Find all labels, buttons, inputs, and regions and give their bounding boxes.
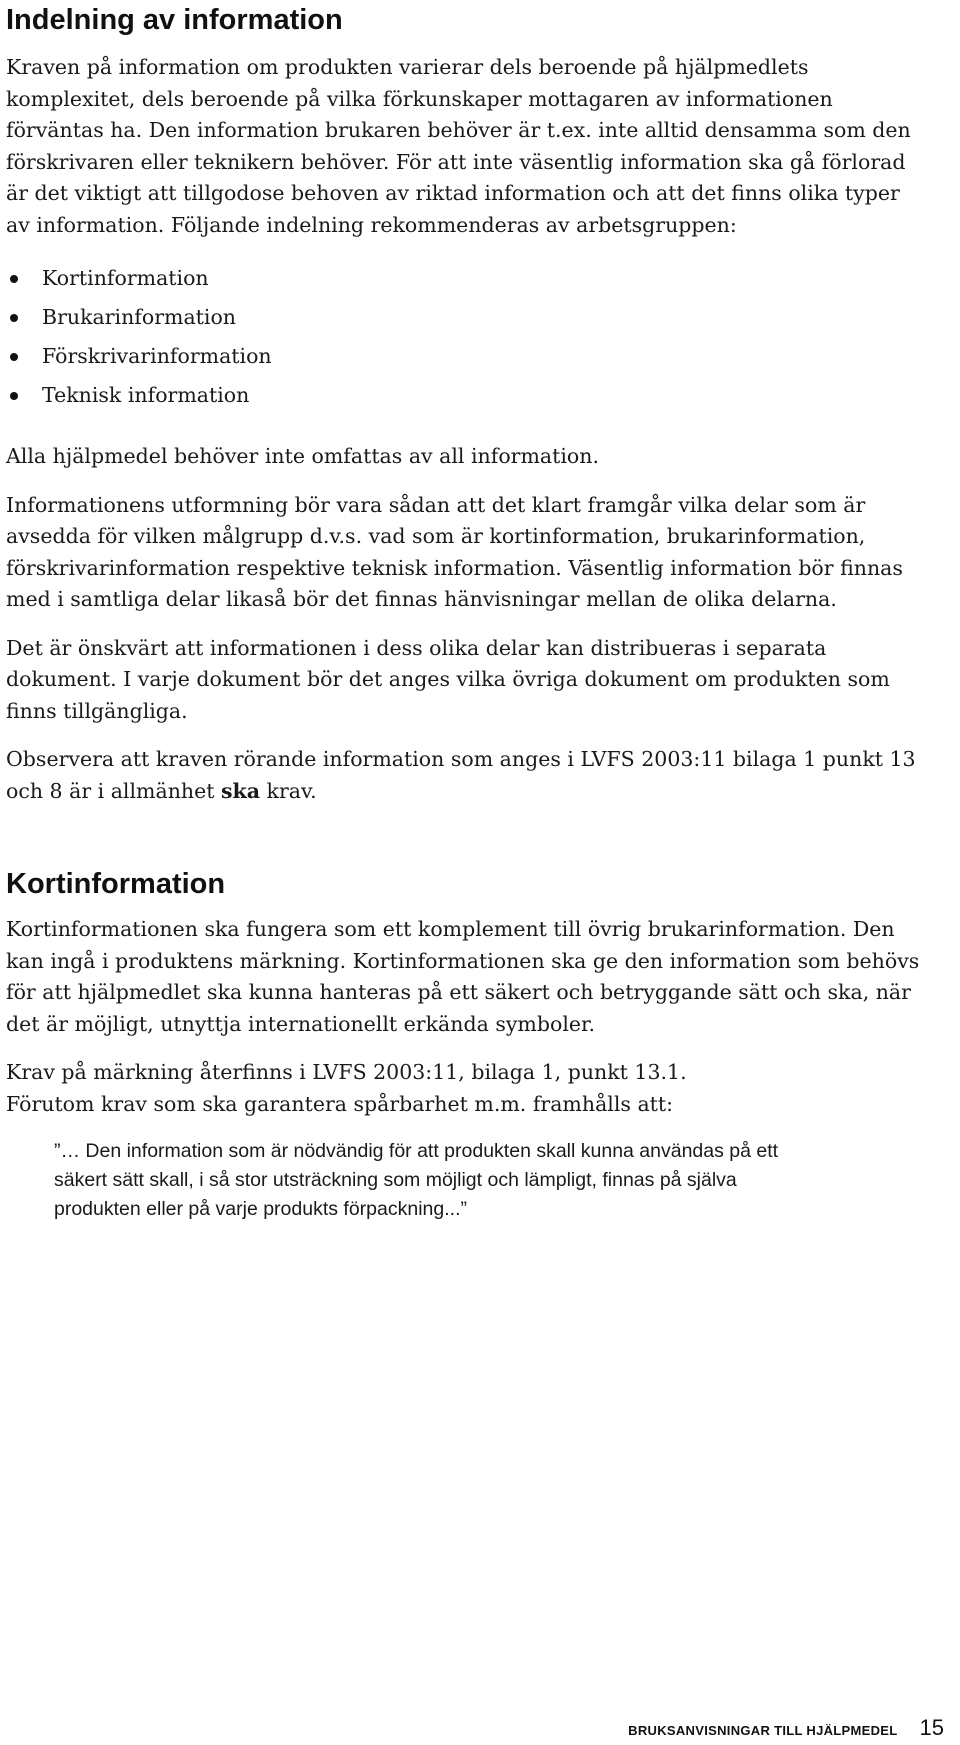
list-item-label: Förskrivarinformation [42, 344, 272, 368]
paragraph-kortinformation: Kortinformationen ska fungera som ett komplement till övrig brukarinformation. Den kan ingå i produktens märkning. Kortinformationen ska ge den information som behövs för att hjälpmedlet ska kunna hanteras på ett säkert och betryggande sätt och ska, när det är möjligt, utnyttja internationellt erkända symboler. [6, 917, 920, 1036]
intro-paragraph: Kraven på information om produkten varierar dels beroende på hjälpmedlets komplexitet, dels beroende på vilka förkunskaper mottagaren av informationen förväntas ha. Den information brukaren behöver är t.ex. inte alltid densamma som den förskrivaren eller teknikern behöver. För att inte väsentlig information ska gå förlorad är det viktigt att tillgodose behoven av riktad information och att det finns olika typer av information. Följande indelning rekommenderas av arbetsgruppen: [6, 55, 911, 237]
requirements-text-before: Observera att kraven rörande information som anges i LVFS 2003:11 bilaga 1 punkt 13 och 8 är i allmänhet [6, 747, 916, 803]
list-item-label: Kortinformation [42, 266, 209, 290]
footer-title: BRUKSANVISNINGAR TILL HJÄLPMEDEL [628, 1723, 898, 1738]
list-item [6, 298, 926, 337]
section-heading-kortinformation: Kortinformation [6, 868, 226, 900]
bullet-icon [10, 314, 18, 322]
marking-line-2: Förutom krav som ska garantera spårbarhet m.m. framhålls att: [6, 1091, 674, 1116]
list-item [6, 376, 926, 415]
bullet-icon [10, 392, 18, 400]
document-page [6, 0, 926, 1224]
list-item-label: Teknisk information [42, 383, 250, 407]
paragraph-requirements [6, 744, 926, 807]
list-item [6, 337, 926, 376]
bullet-icon [10, 353, 18, 361]
paragraph-design: Informationens utformning bör vara sådan att det klart framgår vilka delar som är avsedda för vilken målgrupp d.v.s. vad som är kortinformation, brukarinformation, förskrivarinformation respektive teknisk information. Väsentlig information bör finnas med i samtliga delar likaså bör det finnas hänvisningar mellan de olika delarna. [6, 492, 903, 611]
paragraph-marking [6, 1057, 926, 1120]
list-item-label: Brukarinformation [42, 305, 236, 329]
bullet-icon [10, 275, 18, 283]
regulation-quote: ”… Den information som är nödvändig för att produkten skall kunna användas på ett säkert sätt skall, i så stor utsträckning som möjligt och lämpligt, finnas på själva produkten eller på varje produkts förpackning...” [54, 1140, 779, 1220]
page-footer [628, 1715, 944, 1741]
page-number: 15 [919, 1715, 944, 1740]
list-item [6, 259, 926, 298]
marking-line-1: Krav på märkning återfinns i LVFS 2003:11, bilaga 1, punkt 13.1. [6, 1060, 687, 1084]
requirements-text-after: krav. [260, 778, 317, 803]
paragraph-distribution: Det är önskvärt att informationen i dess olika delar kan distribueras i separata dokument. I varje dokument bör det anges vilka övriga dokument om produkten som finns tillgängliga. [6, 635, 890, 723]
section-heading-indelning: Indelning av information [6, 4, 343, 36]
requirements-emphasis: ska [221, 778, 261, 803]
paragraph-coverage: Alla hjälpmedel behöver inte omfattas av all information. [6, 444, 599, 468]
information-types-list [6, 259, 926, 415]
